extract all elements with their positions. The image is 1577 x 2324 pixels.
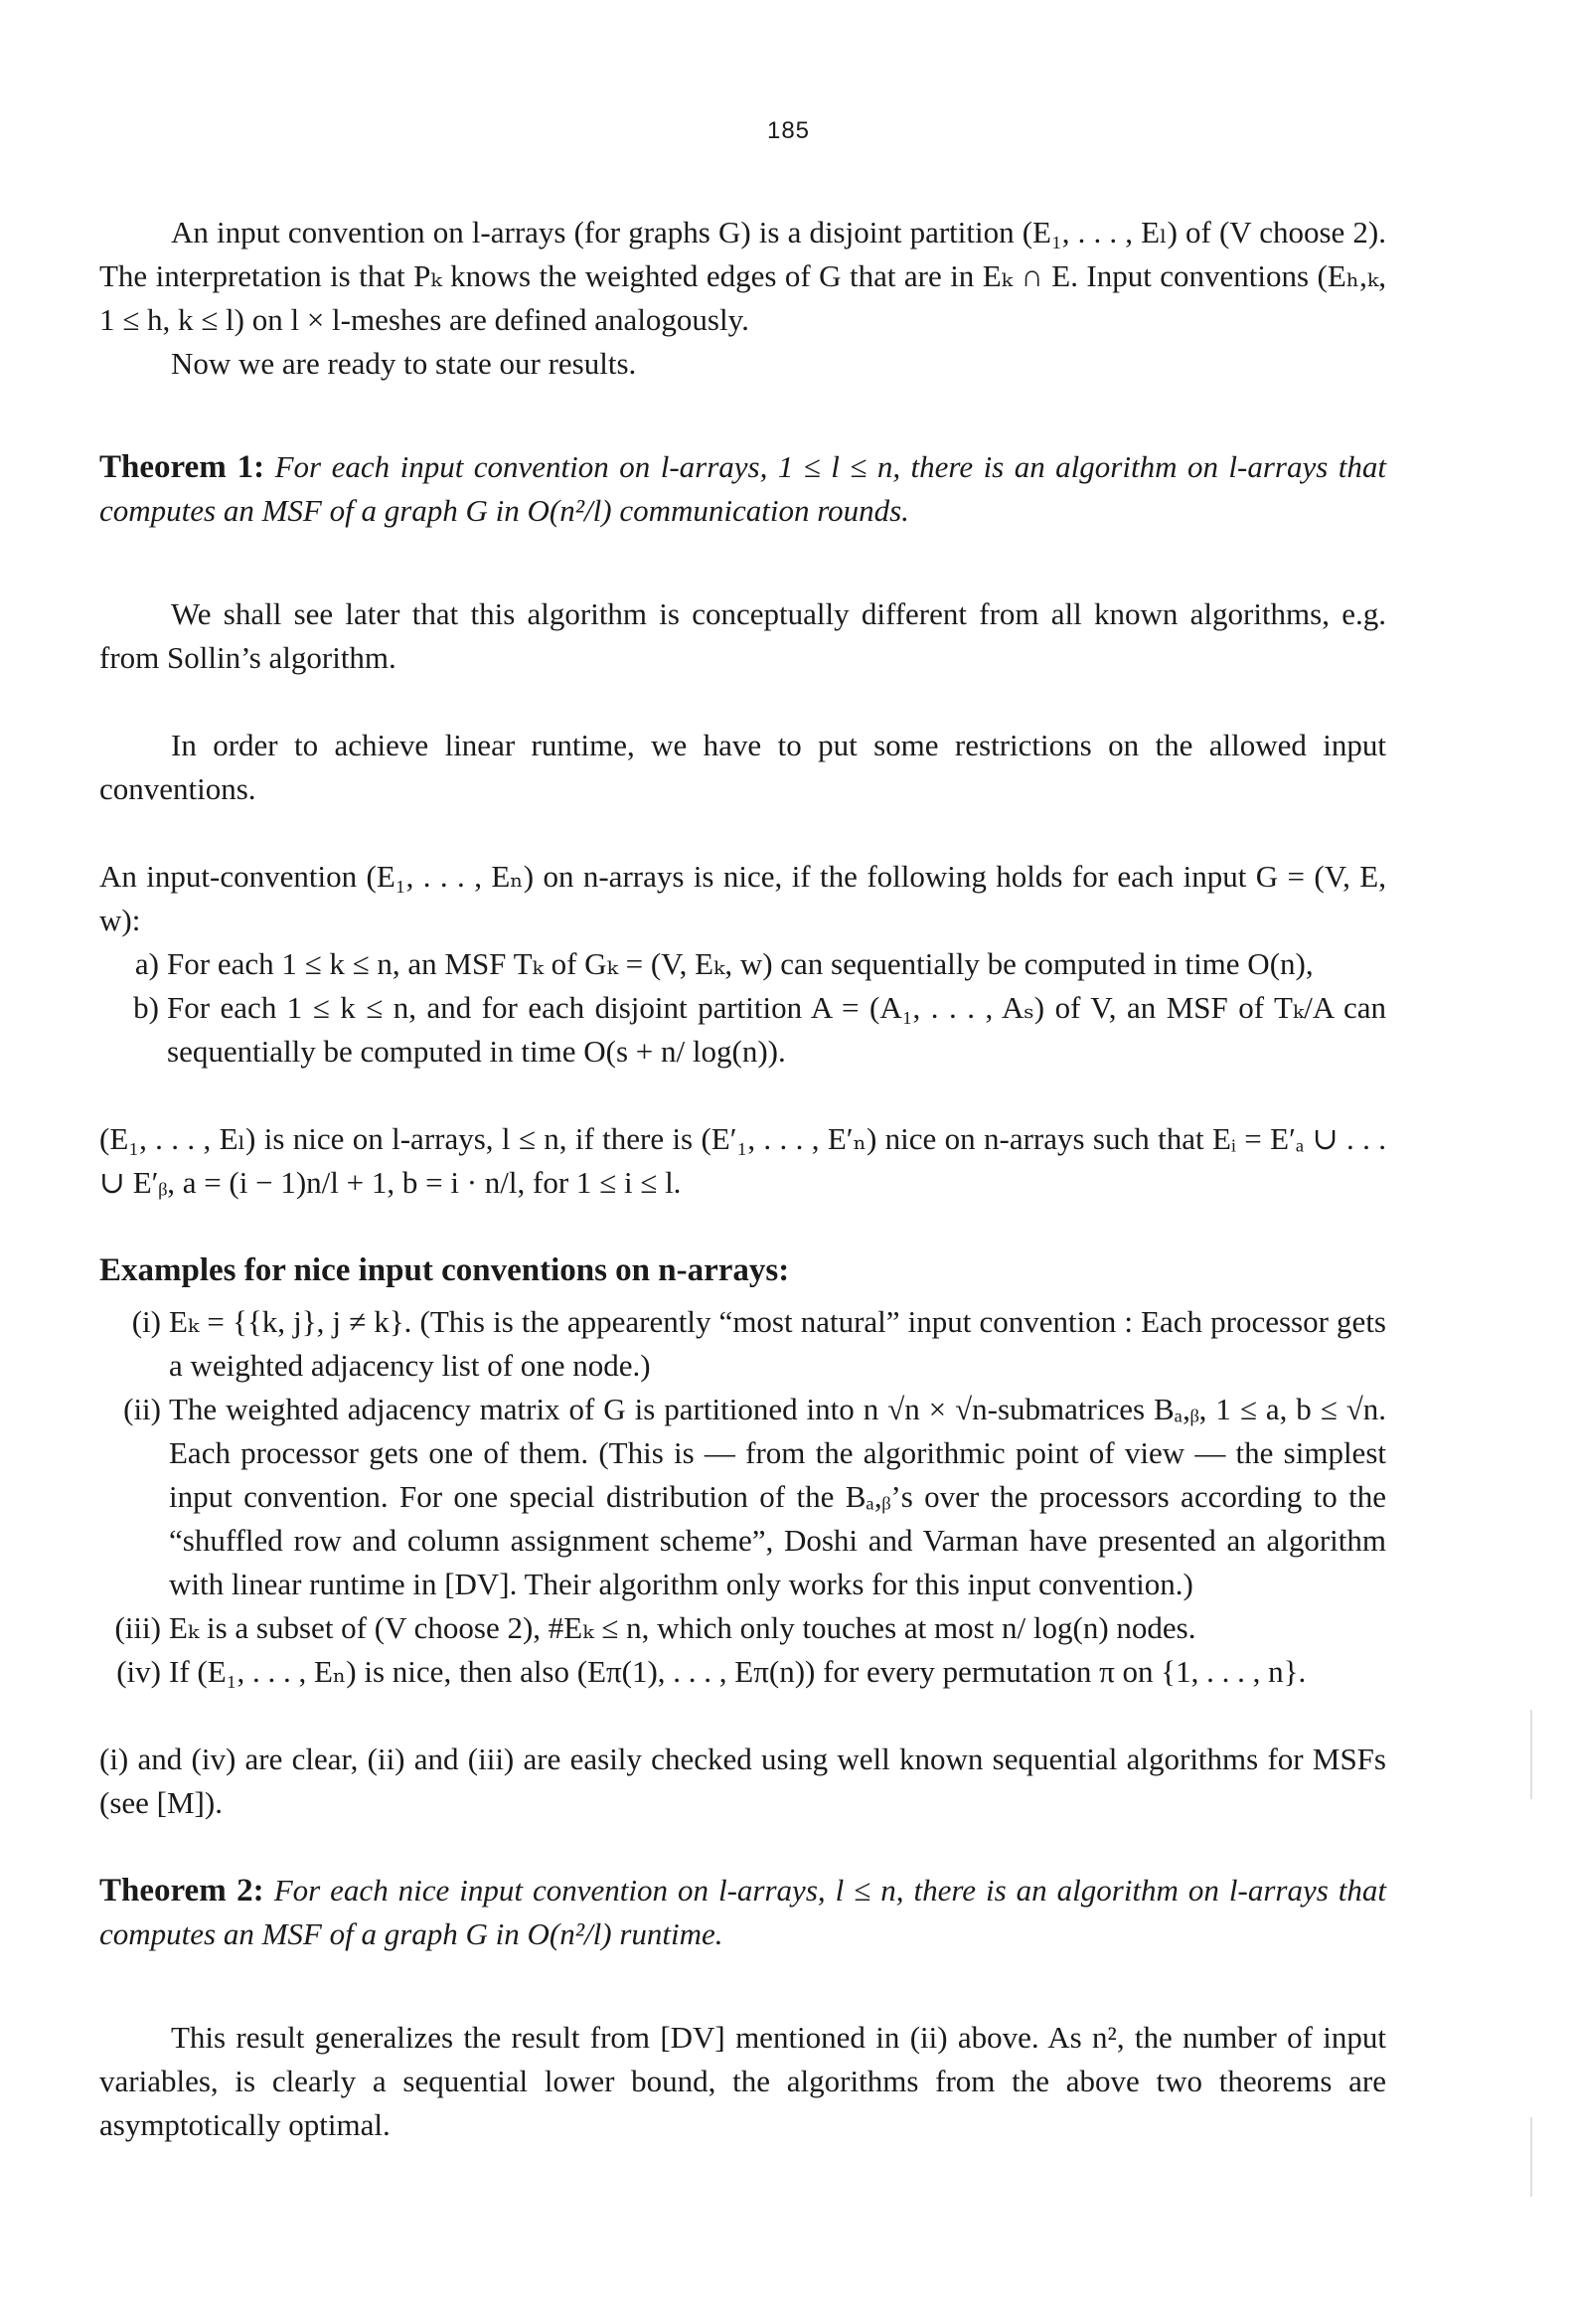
list-item bbox=[99, 1650, 1386, 1694]
list-item-label: b) bbox=[133, 990, 159, 1025]
list-item bbox=[99, 1606, 1386, 1650]
list-item-label: (ii) bbox=[123, 1392, 161, 1426]
list-item-text: For each 1 ≤ k ≤ n, an MSF Tₖ of Gₖ = (V, Eₖ, w) can sequentially be computed in time O(n), bbox=[167, 946, 1314, 981]
paragraph-ready: Now we are ready to state our results. bbox=[171, 346, 637, 381]
theorem-1-label: Theorem 1: bbox=[99, 449, 265, 485]
list-item-label: a) bbox=[134, 946, 159, 981]
paragraph-input-convention: An input convention on l-arrays (for graphs G) is a disjoint partition (E₁, . . . , Eₗ) of (V choose 2). The interpretation is that Pₖ knows the weighted edges of G that are in Eₖ ∩ E. Input conventions (Eₕ,ₖ, 1 ≤ h, k ≤ l) on l × l-meshes are defined analogously. bbox=[99, 215, 1386, 337]
list-item-label: (iv) bbox=[116, 1654, 161, 1689]
theorem-2 bbox=[99, 1869, 1386, 1956]
theorem-1-text: For each input convention on l-arrays, 1 ≤ l ≤ n, there is an algorithm on l-arrays that computes an MSF of a graph G in O(n²/l) communication rounds. bbox=[99, 449, 1386, 528]
page-body bbox=[99, 211, 1386, 2147]
paragraph-linear-runtime: In order to achieve linear runtime, we have to put some restrictions on the allowed input conventions. bbox=[99, 728, 1386, 806]
list-item-text: The weighted adjacency matrix of G is partitioned into n √n × √n-submatrices Bₐ,ᵦ, 1 ≤ a, b ≤ √n. Each processor gets one of them. (This is — from the algorithmic point of view — the simplest input convention. For one special distribution of the Bₐ,ᵦ’s over the processors according to the “shuffled row and column assignment scheme”, Doshi and Varman have presented an algorithm with linear runtime in [DV]. Their algorithm only works for this input convention.) bbox=[169, 1392, 1386, 1601]
list-item-text: For each 1 ≤ k ≤ n, and for each disjoint partition A = (A₁, . . . , Aₛ) of V, an MSF of Tₖ/A can sequentially be computed in time O(s + n/ log(n)). bbox=[167, 990, 1386, 1069]
list-item bbox=[99, 1300, 1386, 1388]
list-item-label: (iii) bbox=[114, 1610, 161, 1645]
list-item bbox=[99, 1388, 1386, 1606]
list-item-text: If (E₁, . . . , Eₙ) is nice, then also (Eπ(1), . . . , Eπ(n)) for every permutation π on {1, . . . , n}. bbox=[169, 1654, 1307, 1689]
list-item bbox=[99, 986, 1386, 1074]
list-item-text: Eₖ is a subset of (V choose 2), #Eₖ ≤ n, which only touches at most n/ log(n) nodes. bbox=[169, 1610, 1196, 1645]
theorem-1 bbox=[99, 445, 1386, 533]
paragraph-conceptually-different: We shall see later that this algorithm is conceptually different from all known algorithms, e.g. from Sollin’s algorithm. bbox=[99, 596, 1386, 675]
scan-mark bbox=[1530, 1710, 1532, 1799]
paragraph-nice-definition: An input-convention (E₁, . . . , Eₙ) on n-arrays is nice, if the following holds for each input G = (V, E, w): bbox=[99, 859, 1386, 937]
list-item bbox=[99, 942, 1386, 986]
examples-heading: Examples for nice input conventions on n-arrays: bbox=[99, 1252, 790, 1288]
nice-conditions-list bbox=[99, 942, 1386, 1074]
theorem-2-label: Theorem 2: bbox=[99, 1873, 264, 1909]
scan-mark bbox=[1530, 2117, 1532, 2197]
list-item-label: (i) bbox=[131, 1304, 161, 1339]
page-number: 185 bbox=[766, 117, 811, 144]
paragraph-examples-checked: (i) and (iv) are clear, (ii) and (iii) are easily checked using well known sequential algorithms for MSFs (see [M]). bbox=[99, 1742, 1386, 1820]
examples-list bbox=[99, 1300, 1386, 1694]
paragraph-generalizes: This result generalizes the result from [DV] mentioned in (ii) above. As n², the number of input variables, is clearly a sequential lower bound, the algorithms from the above two theorems are asymptotically optimal. bbox=[99, 2020, 1386, 2142]
theorem-2-text: For each nice input convention on l-arrays, l ≤ n, there is an algorithm on l-arrays that computes an MSF of a graph G in O(n²/l) runtime. bbox=[99, 1873, 1387, 1951]
paragraph-nice-on-l-arrays: (E₁, . . . , Eₗ) is nice on l-arrays, l ≤ n, if there is (E′₁, . . . , E′ₙ) nice on n-arrays such that Eᵢ = E′ₐ ∪ . . . ∪ E′ᵦ, a = (i − 1)n/l + 1, b = i · n/l, for 1 ≤ i ≤ l. bbox=[99, 1121, 1386, 1200]
list-item-text: Eₖ = {{k, j}, j ≠ k}. (This is the appearently “most natural” input convention : Each processor gets a weighted adjacency list of one node.) bbox=[169, 1304, 1386, 1383]
